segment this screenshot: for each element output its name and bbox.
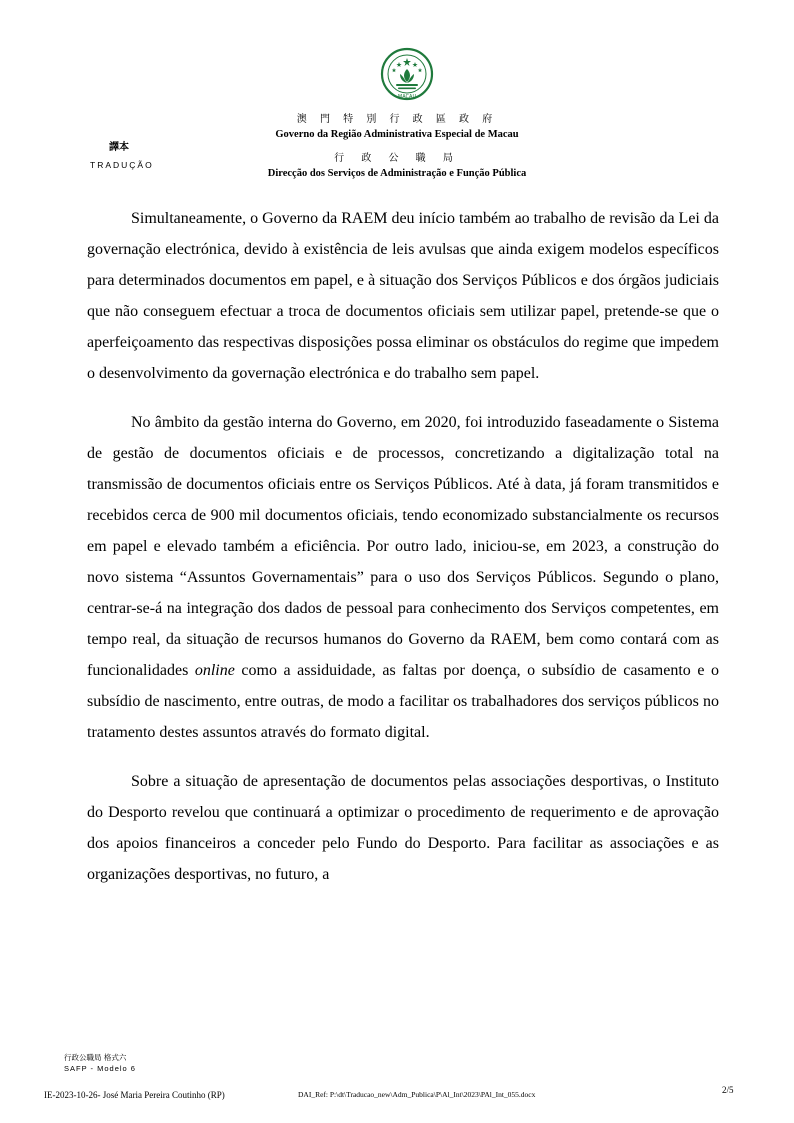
macau-emblem [380, 47, 434, 103]
document-body [87, 204, 719, 910]
translation-label-chinese: 譯本 [109, 142, 129, 153]
department-name-portuguese: Direcção dos Serviços de Administração e Função Pública [267, 168, 527, 179]
paragraph-2-text-a: No âmbito da gestão interna do Governo, em 2020, foi introduzido faseadamente o Sistema de gestão de documentos oficiais e de processos, concretizando a digitalização total na transmissão de documentos oficiais entre os Serviços Públicos. Até à data, já foram transmitidos e recebidos cerca de 900 mil documentos oficiais, tendo economizado substancialmente os recursos em papel e elevado também a eficiência. Por outro lado, iniciou-se, em 2023, a construção do novo sistema “Assuntos Governamentais” para o uso dos Serviços Públicos. Segundo o plano, centrar-se-á na integração dos dados de pessoal para conhecimento dos Serviços competentes, em tempo real, da situação de recursos humanos do Governo da RAEM, bem como contará com as funcionalidades [87, 414, 719, 679]
translation-label-portuguese: TRADUÇÃO [90, 160, 154, 170]
footer-document-id: IE-2023-10-26- José Maria Pereira Coutinho (RP) [44, 1090, 225, 1100]
paragraph-2-text-b: como a assiduidade, as faltas por doença, o subsídio de casamento e o subsídio de nascimento, entre outras, de modo a facilitar os trabalhadores dos serviços públicos no tratamento destes assuntos através do formato digital. [87, 661, 720, 741]
emblem-text: MACAU [397, 94, 417, 100]
form-label-chinese: 行政公職局 格式六 [64, 1053, 127, 1062]
paragraph-3: Sobre a situação de apresentação de documentos pelas associações desportivas, o Instituto do Desporto revelou que continuará a optimizar o procedimento de requerimento e de aprovação dos apoios financeiros a conceder pelo Fundo do Desporto. Para facilitar as associações e as organizações desportivas, no futuro, a [87, 773, 719, 884]
italic-term: online [194, 661, 235, 679]
government-name-portuguese: Governo da Região Administrativa Especial de Macau [275, 129, 519, 140]
page-number: 2/5 [722, 1085, 734, 1095]
footer-file-reference: DAI_Ref: P:\dt\Traducao_new\Adm_Publica\P\Al_Int\2023\PAl_Int_055.docx [298, 1090, 536, 1099]
government-name-chinese: 澳 門 特 別 行 政 區 政 府 [296, 114, 498, 125]
paragraph-2 [87, 408, 719, 748]
form-label-portuguese: SAFP - Modelo 6 [64, 1064, 136, 1073]
department-name-chinese: 行 政 公 職 局 [334, 153, 460, 164]
paragraph-1: Simultaneamente, o Governo da RAEM deu início também ao trabalho de revisão da Lei da governação electrónica, devido à existência de leis avulsas que ainda exigem modelos específicos para determinados documentos em papel, e à situação dos Serviços Públicos e dos órgãos judiciais que não conseguem efectuar a troca de documentos oficiais sem utilizar papel, pretende-se que o aperfeiçoamento das respectivas disposições possa eliminar os obstáculos do regime que impedem o desenvolvimento da governação electrónica e do trabalho sem papel. [87, 210, 719, 382]
